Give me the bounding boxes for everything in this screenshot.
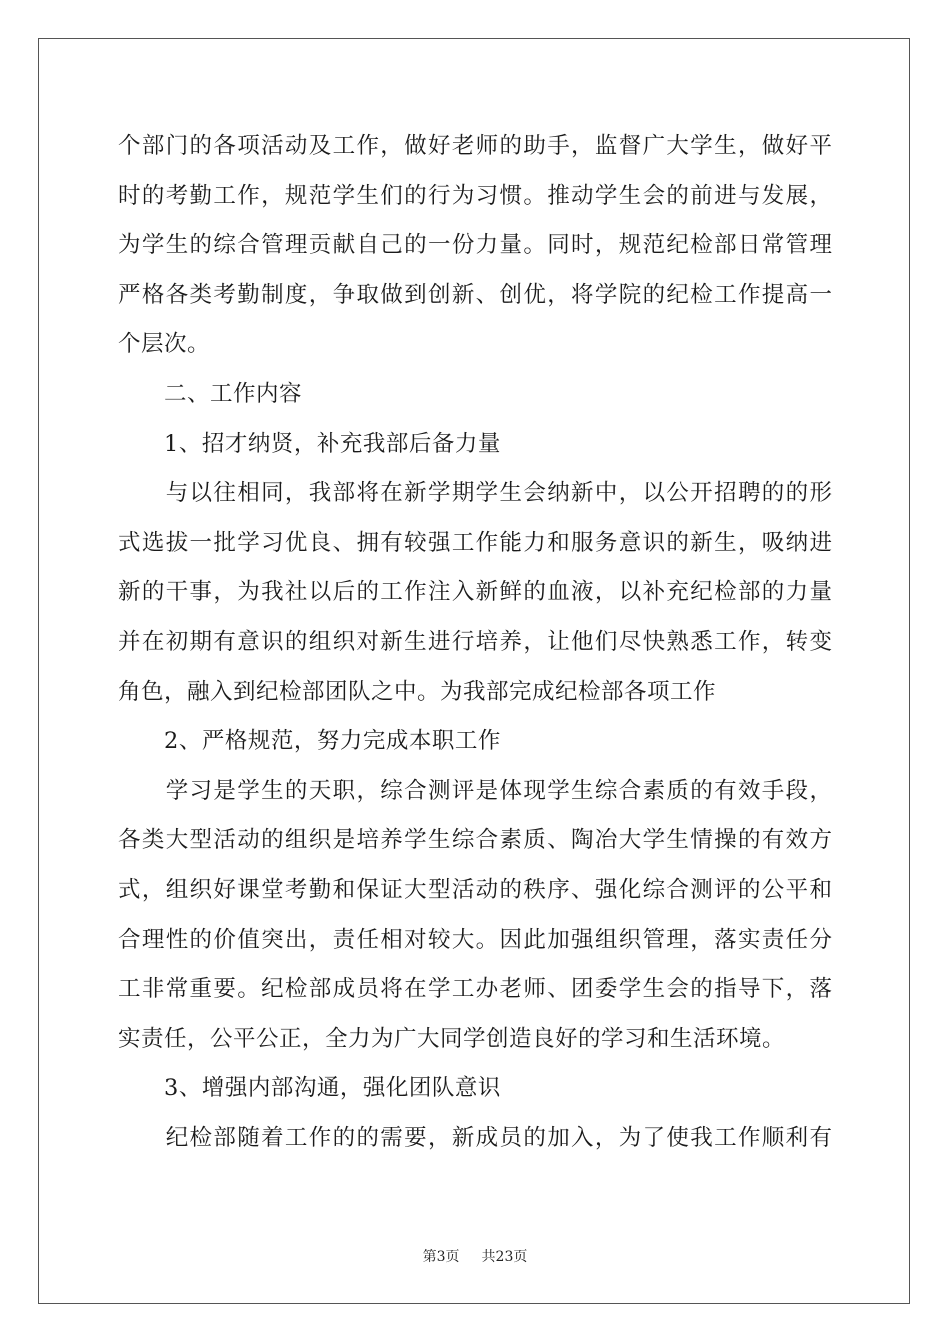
page-total: 共23页 <box>481 1249 528 1265</box>
page-footer <box>0 1248 950 1266</box>
text-line: 个部门的各项活动及工作，做好老师的助手，监督广大学生，做好平 <box>118 133 832 159</box>
text-line: 各类大型活动的组织是培养学生综合素质、陶冶大学生情操的有效方 <box>118 827 832 853</box>
text-line: 式选拔一批学习优良、拥有较强工作能力和服务意识的新生，吸纳进 <box>118 530 832 556</box>
text-line: 实责任，公平公正，全力为广大同学创造良好的学习和生活环境。 <box>118 1026 786 1052</box>
text-line: 并在初期有意识的组织对新生进行培养，让他们尽快熟悉工作，转变 <box>118 629 832 655</box>
text-line: 纪检部随着工作的的需要，新成员的加入，为了使我工作顺利有 <box>118 1125 832 1151</box>
text-line: 工非常重要。纪检部成员将在学工办老师、团委学生会的指导下，落 <box>118 976 832 1002</box>
section-heading: 二、工作内容 <box>118 381 303 407</box>
text-line: 合理性的价值突出，责任相对较大。因此加强组织管理，落实责任分 <box>118 927 832 953</box>
subsection-heading: 3、增强内部沟通，强化团队意识 <box>118 1075 501 1101</box>
page-number: 第3页 <box>422 1249 460 1265</box>
subsection-heading: 2、严格规范，努力完成本职工作 <box>118 728 501 754</box>
text-line: 角色，融入到纪检部团队之中。为我部完成纪检部各项工作 <box>118 679 717 705</box>
text-line: 新的干事，为我社以后的工作注入新鲜的血液，以补充纪检部的力量 <box>118 579 832 605</box>
text-line: 为学生的综合管理贡献自己的一份力量。同时，规范纪检部日常管理 <box>118 232 832 258</box>
text-line: 学习是学生的天职，综合测评是体现学生综合素质的有效手段， <box>118 778 832 804</box>
text-line: 个层次。 <box>118 331 211 357</box>
text-line: 式，组织好课堂考勤和保证大型活动的秩序、强化综合测评的公平和 <box>118 877 832 903</box>
text-line: 与以往相同，我部将在新学期学生会纳新中，以公开招聘的的形 <box>118 480 832 506</box>
subsection-heading: 1、招才纳贤，补充我部后备力量 <box>118 431 501 457</box>
text-line: 严格各类考勤制度，争取做到创新、创优，将学院的纪检工作提高一 <box>118 282 832 308</box>
text-line: 时的考勤工作，规范学生们的行为习惯。推动学生会的前进与发展， <box>118 183 832 209</box>
page-border <box>38 38 910 1304</box>
